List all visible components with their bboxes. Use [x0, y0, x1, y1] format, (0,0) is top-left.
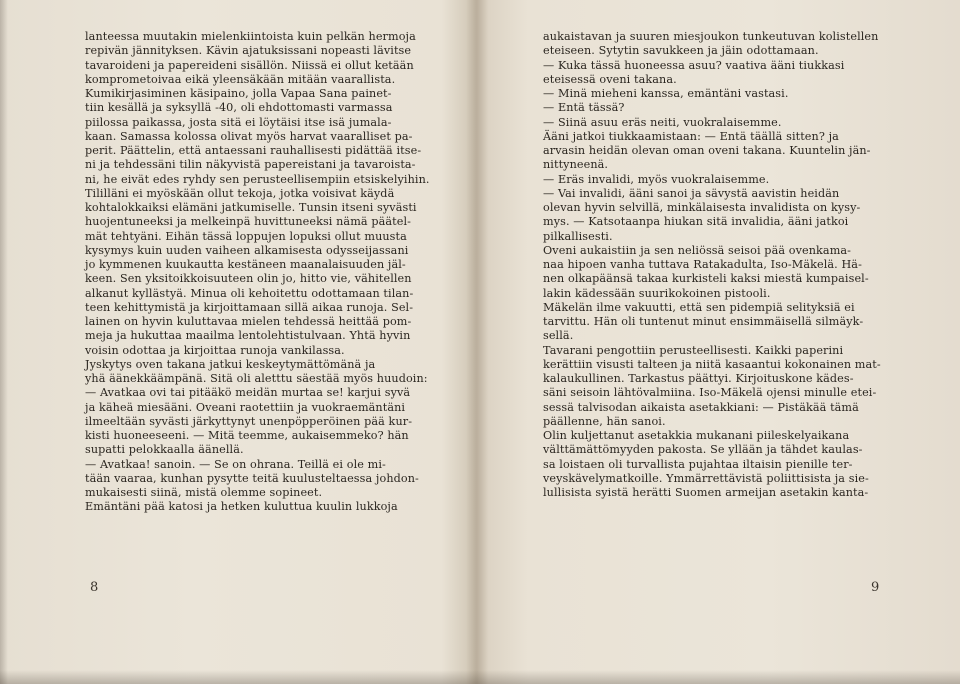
text-line: päällenne, hän sanoi. — [543, 414, 666, 428]
text-line: sessä talvisodan aikaista asetakkiani: — Pistäkää tämä — [543, 400, 859, 414]
text-line: Emäntäni pää katosi ja hetken kuluttua kuulin lukkoja — [85, 500, 398, 514]
text-line: Olin kuljettanut asetakkia mukanani piileskelyaikana — [543, 429, 850, 442]
right-page-number: 9 — [871, 580, 880, 595]
right-page — [543, 30, 883, 500]
text-line: kohtalokkaiksi elämäni jatkumiselle. Tunsin itseni syvästi — [85, 201, 417, 214]
text-line: sa loistaen oli turvallista pujahtaa iltaisin pienille ter- — [543, 457, 853, 471]
bottom-shadow — [0, 670, 960, 684]
text-line: tavaroideni ja papereideni sisällön. Niissä ei ollut ketään — [85, 58, 414, 72]
text-line: eteisessä oveni takana. — [543, 72, 677, 86]
page-edge — [0, 0, 8, 684]
text-line: — Avatkaa ovi tai pitääkö meidän murtaa se! karjui syvä — [85, 386, 411, 400]
text-line: ni ja tehdessäni tilin näkyvistä papereistani ja tavaroista- — [85, 158, 416, 172]
text-line: mät tehtyäni. Eihän tässä loppujen lopuksi ollut muusta — [85, 229, 407, 243]
text-line: — Siinä asuu eräs neiti, vuokralaisemme. — [543, 115, 782, 129]
text-line: repivän jännityksen. Kävin ajatuksissani nopeasti lävitse — [85, 44, 412, 58]
text-line: ni, he eivät edes ryhdy sen perusteellisempiin etsiskelyihin. — [85, 172, 430, 186]
text-line: kalaukullinen. Tarkastus päättyi. Kirjoituskone kädes- — [543, 372, 854, 385]
text-line: lullisista syistä herätti Suomen armeijan asetakin kanta- — [543, 486, 869, 499]
text-line: Jyskytys oven takana jatkui keskeytymättömänä ja — [85, 357, 376, 371]
text-line: Tavarani pengottiin perusteellisesti. Kaikki paperini — [543, 343, 844, 357]
text-line: — Kuka tässä huoneessa asuu? vaativa ääni tiukkasi — [543, 58, 845, 72]
book-gutter — [466, 0, 488, 684]
text-line: piilossa paikassa, josta sitä ei löytäisi itse isä jumala- — [85, 115, 392, 129]
text-line: huojentuneeksi ja melkeinpä huvittuneeksi nämä päätel- — [85, 215, 412, 229]
text-line: — Eräs invalidi, myös vuokralaisemme. — [543, 172, 770, 186]
text-line: — Entä tässä? — [543, 101, 625, 115]
text-line: tiin kesällä ja syksyllä -40, oli ehdottomasti varmassa — [85, 101, 393, 115]
text-line: olevan hyvin selvillä, minkälaisesta invalidista on kysy- — [543, 201, 861, 214]
text-line: välttämättömyyden pakosta. Se yllään ja tähdet kaulas- — [543, 443, 863, 457]
text-line: kysymys kuin uuden vaiheen alkamisesta odysseijassani — [85, 243, 409, 257]
text-line: eteiseen. Sytytin savukkeen ja jäin odottamaan. — [543, 44, 819, 58]
left-page-text — [85, 30, 430, 515]
text-line: arvasin heidän olevan oman oveni takana. Kuuntelin jän- — [543, 144, 871, 157]
text-line: Tililläni ei myöskään ollut tekoja, jotka voisivat käydä — [85, 186, 395, 200]
text-line: mys. — Katsotaanpa hiukan sitä invalidia, ääni jatkoi — [543, 215, 849, 229]
text-line: ja käheä miesääni. Oveani raotettiin ja vuokraemäntäni — [85, 400, 406, 414]
text-line: supatti pelokkaalla äänellä. — [85, 443, 244, 457]
text-line: tään vaaraa, kunhan pysytte teitä kuulusteltaessa johdon- — [85, 471, 419, 485]
text-line: kerättiin visusti talteen ja niitä kasaantui kokonainen mat- — [543, 357, 881, 371]
text-line: perit. Päättelin, että antaessani rauhallisesti pidättää itse- — [85, 144, 422, 157]
text-line: Mäkelän ilme vakuutti, että sen pidempiä selityksiä ei — [543, 300, 855, 314]
text-line: — Minä mieheni kanssa, emäntäni vastasi. — [543, 87, 789, 100]
text-line: lakin kädessään suurikokoinen pistooli. — [543, 286, 771, 300]
text-line: — Avatkaa! sanoin. — Se on ohrana. Teillä ei ole mi- — [85, 457, 386, 471]
text-line: tarvittu. Hän oli tuntenut minut ensimmäisellä silmäyk- — [543, 315, 864, 328]
text-line: aukaistavan ja suuren miesjoukon tunkeutuvan kolistellen — [543, 30, 879, 43]
text-line: säni seisoin lähtövalmiina. Iso-Mäkelä ojensi minulle etei- — [543, 386, 877, 400]
text-line: Ääni jatkoi tiukkaamistaan: — Entä täällä sitten? ja — [543, 129, 839, 143]
left-page — [85, 30, 430, 515]
text-line: jo kymmenen kuukautta kestäneen maanalaisuuden jäl- — [85, 258, 406, 271]
text-line: — Vai invalidi, ääni sanoi ja sävystä aavistin heidän — [543, 186, 840, 200]
text-line: mukaisesti siinä, mistä olemme sopineet. — [85, 486, 323, 499]
text-line: kisti huoneeseeni. — Mitä teemme, aukaisemmeko? hän — [85, 429, 409, 442]
text-line: yhä äänekkäämpänä. Sitä oli aletttu säestää myös huudoin: — [85, 372, 428, 385]
text-line: Oveni aukaistiin ja sen neliössä seisoi pää ovenkama- — [543, 243, 852, 257]
text-line: naa hipoen vanha tuttava Ratakadulta, Iso-Mäkelä. Hä- — [543, 258, 862, 271]
text-line: sellä. — [543, 329, 574, 343]
text-line: kaan. Samassa kolossa olivat myös harvat vaaralliset pa- — [85, 129, 413, 143]
text-line: lanteessa muutakin mielenkiintoista kuin pelkän hermoja — [85, 30, 416, 43]
text-line: keen. Sen yksitoikkoisuuteen olin jo, hitto vie, vähitellen — [85, 272, 412, 286]
text-line: pilkallisesti. — [543, 229, 613, 243]
right-page-text — [543, 30, 883, 500]
left-page-number: 8 — [90, 580, 99, 595]
text-line: meja ja hukuttaa maailma lentolehtistulvaan. Yhtä hyvin — [85, 329, 411, 343]
text-line: nittyneenä. — [543, 158, 609, 172]
text-line: komprometoivaa eikä yleensäkään mitään vaarallista. — [85, 72, 396, 86]
text-line: voisin odottaa ja kirjoittaa runoja vankilassa. — [85, 343, 345, 357]
text-line: ilmeeltään syvästi järkyttynyt unenpöpperöinen pää kur- — [85, 414, 413, 428]
text-line: Kumikirjasiminen käsipaino, jolla Vapaa Sana painet- — [85, 87, 392, 100]
text-line: lainen on hyvin kuluttavaa mielen tehdessä heittää pom- — [85, 315, 412, 328]
text-line: teen kehittymistä ja kirjoittamaan sillä aikaa runoja. Sel- — [85, 300, 414, 314]
text-line: alkanut kyllästyä. Minua oli kehoitettu odottamaan tilan- — [85, 286, 414, 300]
text-line: veyskävelymatkoille. Ymmärrettävistä poliittisista ja sie- — [543, 471, 869, 485]
text-line: nen olkapäänsä takaa kurkisteli kaksi miestä kumpaisel- — [543, 272, 869, 286]
